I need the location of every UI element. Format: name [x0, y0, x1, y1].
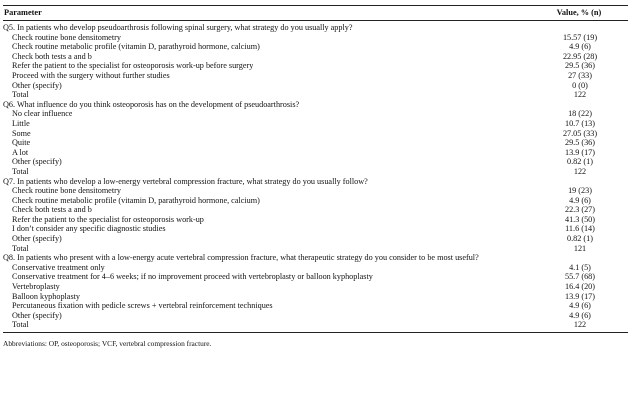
- table-row: [3, 224, 628, 234]
- table-row: [3, 196, 628, 206]
- row-label: Quite: [12, 138, 31, 148]
- table-row: [3, 292, 628, 302]
- table-row: [3, 282, 628, 292]
- footnote: Abbreviations: OP, osteoporosis; VCF, vertebral compression fracture.: [3, 339, 212, 348]
- row-label: Vertebroplasty: [12, 282, 60, 292]
- row-label: No clear influence: [12, 109, 73, 119]
- row-value: 18 (22): [568, 109, 592, 119]
- row-label: A lot: [12, 147, 29, 157]
- row-label: Check routine metabolic profile (vitamin D, parathyroid hormone, calcium): [12, 195, 260, 205]
- row-value: 122: [573, 320, 587, 330]
- row-value: 22.95 (28): [562, 51, 598, 61]
- row-value: 4.9 (6): [569, 42, 591, 52]
- table-row: [3, 90, 628, 100]
- row-label: Conservative treatment for 4–6 weeks; if no improvement proceed with vertebroplasty or balloon kyphoplasty: [12, 272, 373, 282]
- table-row: [3, 167, 628, 177]
- row-value: 15.57 (19): [562, 32, 598, 42]
- row-value: 27 (33): [568, 70, 592, 80]
- table-row: [3, 272, 628, 282]
- table-row: [3, 205, 628, 215]
- header-parameter: Parameter: [4, 8, 42, 17]
- table-row: [3, 42, 628, 52]
- row-value: 13.9 (17): [564, 291, 595, 301]
- row-label: Little: [12, 118, 30, 128]
- row-value: 11.6 (14): [565, 224, 595, 234]
- row-label: Check routine bone densitometry: [12, 32, 121, 42]
- row-value: 0.82 (1): [567, 157, 593, 167]
- table-row: [3, 52, 628, 62]
- bottom-rule: [3, 332, 628, 333]
- row-label: Total: [12, 320, 29, 330]
- row-label: Check both tests a and b: [12, 51, 92, 61]
- table-row: [3, 157, 628, 167]
- table-header: [3, 7, 628, 19]
- table-row: [3, 81, 628, 91]
- row-value: 22.3 (27): [564, 205, 595, 215]
- table-row: [3, 215, 628, 225]
- question-text: Q8. In patients who present with a low-energy acute vertebral compression fracture, what therapeutic strategy do you consider to be most useful?: [3, 253, 479, 263]
- row-value: 4.9 (6): [569, 310, 591, 320]
- table-row: [3, 109, 628, 119]
- row-value: 16.4 (20): [564, 282, 595, 292]
- table-row: [3, 138, 628, 148]
- top-rule: [3, 5, 628, 6]
- table-row: [3, 320, 628, 330]
- row-label: Balloon kyphoplasty: [12, 291, 80, 301]
- table-row: [3, 119, 628, 129]
- row-label: Refer the patient to the specialist for osteoporosis work-up: [12, 214, 204, 224]
- row-value: 4.1 (5): [569, 262, 591, 272]
- table-row: [3, 71, 628, 81]
- row-label: Other (specify): [12, 310, 62, 320]
- question-row: [3, 100, 628, 110]
- row-label: Conservative treatment only: [12, 262, 105, 272]
- row-label: I don’t consider any specific diagnostic studies: [12, 224, 166, 234]
- row-label: Other (specify): [12, 80, 62, 90]
- question-row: [3, 177, 628, 187]
- table-row: [3, 61, 628, 71]
- row-value: 55.7 (68): [564, 272, 595, 282]
- row-label: Total: [12, 90, 29, 100]
- question-row: [3, 253, 628, 263]
- row-label: Some: [12, 128, 31, 138]
- row-label: Proceed with the surgery without further studies: [12, 70, 170, 80]
- table-row: [3, 129, 628, 139]
- table-body: [3, 21, 628, 330]
- row-value: 19 (23): [568, 186, 592, 196]
- row-label: Other (specify): [12, 234, 62, 244]
- row-value: 10.7 (13): [564, 118, 595, 128]
- row-label: Check both tests a and b: [12, 205, 92, 215]
- row-value: 0.82 (1): [567, 234, 593, 244]
- row-value: 122: [573, 166, 587, 176]
- question-text: Q7. In patients who develop a low-energy vertebral compression fracture, what strategy do you usually follow?: [3, 176, 368, 186]
- row-value: 41.3 (50): [564, 214, 595, 224]
- row-value: 13.9 (17): [564, 147, 595, 157]
- row-value: 0 (0): [572, 80, 588, 90]
- row-value: 121: [573, 243, 587, 253]
- row-label: Check routine metabolic profile (vitamin D, parathyroid hormone, calcium): [12, 42, 260, 52]
- table-row: [3, 148, 628, 158]
- row-label: Percutaneous fixation with pedicle screws + vertebral reinforcement techniques: [12, 301, 273, 311]
- table-row: [3, 263, 628, 273]
- question-row: [3, 23, 628, 33]
- question-text: Q5. In patients who develop pseudoarthrosis following spinal surgery, what strategy do you usually apply?: [3, 23, 353, 32]
- row-label: Other (specify): [12, 157, 62, 167]
- table-row: [3, 244, 628, 254]
- table-row: [3, 234, 628, 244]
- row-value: 29.5 (36): [564, 138, 595, 148]
- row-value: 29.5 (36): [564, 61, 595, 71]
- row-label: Refer the patient to the specialist for osteoporosis work-up before surgery: [12, 61, 254, 71]
- row-label: Total: [12, 166, 29, 176]
- table-row: [3, 301, 628, 311]
- header-value: Value, % (n): [556, 8, 602, 17]
- row-label: Check routine bone densitometry: [12, 186, 121, 196]
- row-label: Total: [12, 243, 29, 253]
- row-value: 4.9 (6): [569, 195, 591, 205]
- table-row: [3, 311, 628, 321]
- table-row: [3, 186, 628, 196]
- row-value: 27.05 (33): [562, 128, 598, 138]
- table-row: [3, 33, 628, 43]
- row-value: 122: [573, 90, 587, 100]
- row-value: 4.9 (6): [569, 301, 591, 311]
- question-text: Q6. What influence do you think osteoporosis has on the development of pseudoarthrosis?: [3, 99, 300, 109]
